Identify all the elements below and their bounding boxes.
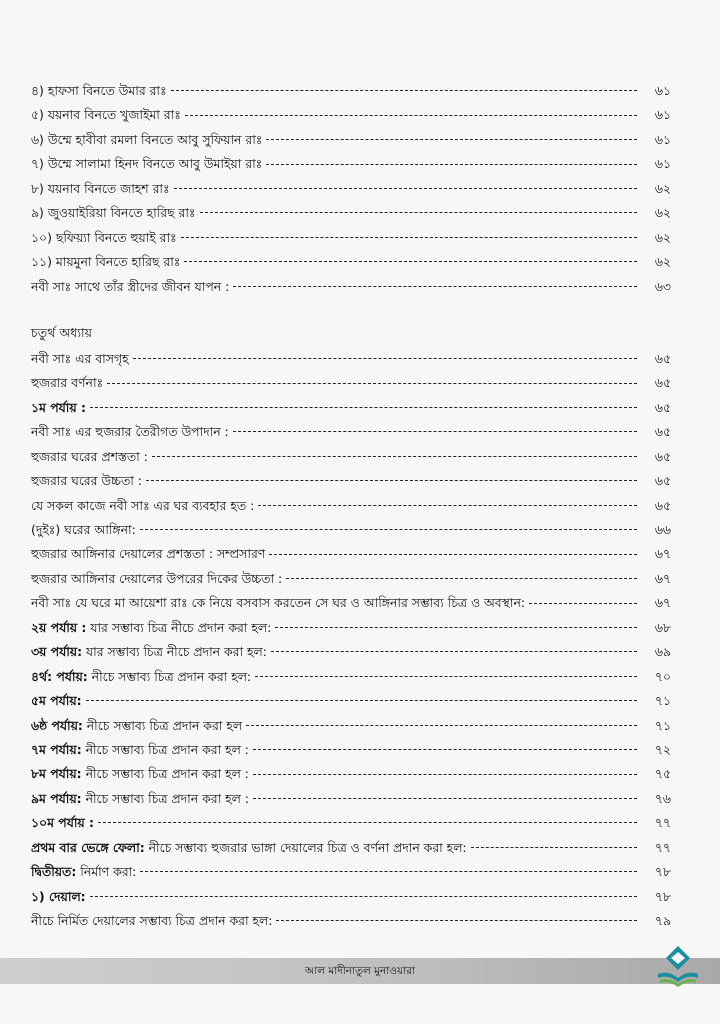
toc-page-number: ৬২ <box>654 205 671 221</box>
toc-entry-label: ৮ম পর্যায়: <box>31 766 82 782</box>
toc-entry-text: হুজরার ঘরের উচ্চতা : <box>31 473 142 489</box>
dotted-leader <box>246 725 637 727</box>
toc-entry-title <box>31 180 170 196</box>
toc-entry-label: ৪র্থ: পর্যায়: <box>31 668 88 684</box>
toc-entry <box>31 909 671 933</box>
toc-entry-text: নবী সাঃ যে ঘরে মা আয়েশা রাঃ কে নিয়ে বসবাস করতেন সে ঘর ও আঙ্গিনার সম্ভাব্য চিত্র ও অবস্থান: <box>31 595 526 611</box>
dotted-leader <box>133 358 637 360</box>
dotted-leader <box>253 798 637 800</box>
toc-page-number: ৬২ <box>654 254 671 270</box>
dotted-leader <box>140 871 637 873</box>
toc-entry-title <box>31 475 142 487</box>
toc-entry-title <box>31 817 94 829</box>
dotted-leader <box>98 822 637 824</box>
toc-entry-text: হুজরার আঙ্গিনার দেয়ালের প্রশস্ততা : সম্প্রসারণ <box>31 546 266 562</box>
toc-page-number: ৭৫ <box>654 766 671 782</box>
dotted-leader <box>152 456 637 458</box>
toc-entry <box>31 542 671 566</box>
toc-page-number: ৬২ <box>654 180 671 196</box>
toc-entry-title <box>31 597 525 609</box>
dotted-leader <box>184 261 637 263</box>
toc-entry-title <box>31 131 263 147</box>
toc-page-number: ৬৫ <box>654 399 671 415</box>
toc-entry-title <box>31 278 230 294</box>
toc-entry-title <box>31 619 272 635</box>
toc-entry-title <box>31 570 283 586</box>
toc-entry-title <box>31 915 272 927</box>
dotted-leader <box>471 847 637 849</box>
toc-entry-text: ১১) মায়মুনা বিনতে হারিছ রাঃ <box>31 254 181 270</box>
dotted-leader <box>146 480 637 482</box>
toc-entry-label: ১ম পর্যায় : <box>31 399 86 415</box>
toc-entry <box>31 445 671 469</box>
toc-entry <box>31 420 671 444</box>
toc-entry <box>31 640 671 664</box>
toc-entry-title <box>31 229 177 245</box>
toc-entry-title <box>31 866 136 878</box>
toc-entry-label: ১) দেয়াল: <box>31 888 86 904</box>
toc-page-number: ৬৮ <box>654 619 671 635</box>
toc-entry-text: যার সম্ভাব্য চিত্র নীচে প্রদান করা হল: <box>82 644 267 660</box>
toc-entry-text: নবী সাঃ এর বাসগৃহ <box>31 350 129 366</box>
toc-entry <box>31 226 671 250</box>
toc-entry-text: হুজরার বর্ণনাঃ <box>31 375 104 391</box>
toc-entry-text: হুজরার আঙ্গিনার দেয়ালের উপরের দিকের উচ্চতা : <box>31 570 283 586</box>
toc-list-bottom <box>31 347 671 934</box>
toc-entry <box>31 128 671 152</box>
toc-entry <box>31 714 671 738</box>
toc-page-number: ৭০ <box>654 668 671 684</box>
toc-entry-title <box>31 426 229 438</box>
toc-entry <box>31 518 671 542</box>
toc-entry <box>31 79 671 103</box>
toc-entry-title <box>31 158 262 170</box>
dotted-leader <box>140 529 637 531</box>
toc-entry-label: ৩য় পর্যায়: <box>31 644 83 660</box>
toc-entry-label: ৬ষ্ঠ পর্যায়: <box>31 717 83 733</box>
toc-entry-text: ৫) যয়নাব বিনতে খুজাইমা রাঃ <box>31 107 181 123</box>
toc-page-number: ৭৮ <box>654 888 671 904</box>
toc-page-number: ৭৮ <box>654 864 671 880</box>
toc-entry-label: দ্বিতীয়ত: <box>31 864 77 880</box>
toc-entry-title <box>31 717 243 733</box>
toc-page-number: ৬৭ <box>654 595 671 611</box>
dotted-leader <box>258 505 637 507</box>
toc-entry <box>31 860 671 884</box>
toc-entry <box>31 177 671 201</box>
toc-entry-text: নীচে সম্ভাব্য হুজরার ভাঙ্গা দেয়ালের চিত্র ও বর্ণনা প্রদান করা হল: <box>144 839 467 855</box>
toc-entry-title <box>31 790 249 806</box>
toc-page-number: ৬২ <box>654 229 671 245</box>
toc-entry-title <box>31 497 255 513</box>
toc-entry-title <box>31 888 86 904</box>
dotted-leader <box>233 286 637 288</box>
toc-entry <box>31 396 671 420</box>
toc-entry-title <box>31 256 180 268</box>
toc-page-number: ৬৬ <box>654 522 671 538</box>
toc-entry-text: নীচে সম্ভাব্য চিত্র প্রদান করা হল : <box>81 766 249 782</box>
dotted-leader <box>276 920 637 922</box>
toc-page-number: ৬১ <box>654 83 671 99</box>
toc-entry <box>31 738 671 762</box>
toc-entry-title <box>31 448 148 464</box>
toc-page-number: ৭১ <box>654 717 671 733</box>
toc-entry <box>31 371 671 395</box>
dotted-leader <box>107 383 637 385</box>
toc-entry-title <box>31 207 196 219</box>
toc-page-number: ৭৯ <box>654 913 671 929</box>
toc-entry <box>31 152 671 176</box>
toc-page-number: ৬৫ <box>654 497 671 513</box>
toc-entry <box>31 665 671 689</box>
toc-page-number: ৭২ <box>654 741 671 757</box>
dotted-leader <box>174 188 637 190</box>
dotted-leader <box>255 676 637 678</box>
toc-entry-title <box>31 350 129 366</box>
dotted-leader <box>271 651 637 653</box>
dotted-leader <box>529 603 637 605</box>
toc-entry-label: ৫ম পর্যায়: <box>31 693 82 709</box>
dotted-leader <box>233 431 637 433</box>
section-title: চতুর্থ অধ্যায় <box>31 324 93 340</box>
toc-entry-text: নবী সাঃ সাথে তাঁর স্ত্রীদের জীবন যাপন : <box>31 278 230 294</box>
toc-entry-text: ৪) হাফসা বিনতে উমার রাঃ <box>31 83 167 99</box>
toc-entry-title <box>31 668 252 684</box>
dotted-leader <box>181 237 637 239</box>
toc-page-number: ৭৬ <box>654 790 671 806</box>
toc-entry-text: (দুইঃ) ঘরের আঙ্গিনা: <box>31 522 136 538</box>
toc-page-number: ৬১ <box>654 131 671 147</box>
toc-page-number: ৭১ <box>654 693 671 709</box>
dotted-leader <box>90 896 637 898</box>
publisher-logo-icon <box>652 940 704 996</box>
toc-entry-text: নীচে সম্ভাব্য চিত্র প্রদান করা হল : <box>81 790 249 806</box>
toc-entry-text: ৬) উম্মে হাবীবা রমলা বিনতে আবু সুফিয়ান রাঃ <box>31 131 263 147</box>
dotted-leader <box>269 554 637 556</box>
toc-page-number: ৬৫ <box>654 448 671 464</box>
toc-list-top <box>31 79 671 299</box>
dotted-leader <box>171 90 637 92</box>
table-of-contents <box>31 79 671 933</box>
toc-page-number: ৬১ <box>654 107 671 123</box>
toc-entry-text: নবী সাঃ এর হুজরার তৈরীগত উপাদান : <box>31 424 229 440</box>
dotted-leader <box>200 212 637 214</box>
toc-entry <box>31 836 671 860</box>
toc-entry <box>31 787 671 811</box>
toc-entry-title <box>31 548 265 560</box>
toc-page-number: ৬৫ <box>654 473 671 489</box>
dotted-leader <box>253 749 637 751</box>
toc-entry <box>31 885 671 909</box>
toc-entry-label: ২য় পর্যায় : <box>31 619 87 635</box>
toc-page-number: ৭৭ <box>654 815 671 831</box>
toc-entry-title <box>31 695 82 707</box>
toc-page-number: ৬৫ <box>654 375 671 391</box>
toc-entry <box>31 469 671 493</box>
toc-entry <box>31 103 671 127</box>
toc-entry-label: ৭ম পর্যায়: <box>31 741 82 757</box>
toc-entry-title <box>31 399 86 415</box>
dotted-leader <box>253 774 637 776</box>
toc-page-number: ৭৭ <box>654 839 671 855</box>
toc-entry <box>31 250 671 274</box>
toc-entry-title <box>31 524 136 536</box>
dotted-leader <box>185 115 637 117</box>
toc-entry-text: ৯) জুওয়াইরিয়া বিনতে হারিছ রাঃ <box>31 205 196 221</box>
toc-page-number: ৬৭ <box>654 546 671 562</box>
toc-entry-title <box>31 839 467 855</box>
toc-entry <box>31 201 671 225</box>
toc-entry-title <box>31 768 249 780</box>
toc-page-number: ৬৯ <box>654 644 671 660</box>
toc-entry-label: প্রথম বার ভেঙ্গে ফেলা: <box>31 839 145 855</box>
toc-entry-text: হুজরার ঘরের প্রশস্ততা : <box>31 448 148 464</box>
toc-entry-title <box>31 741 249 757</box>
toc-entry <box>31 567 671 591</box>
toc-entry <box>31 811 671 835</box>
toc-page-number: ৬৫ <box>654 350 671 366</box>
toc-entry <box>31 347 671 371</box>
toc-entry-title <box>31 377 103 389</box>
toc-page-number: ৬৩ <box>654 278 671 294</box>
toc-entry <box>31 689 671 713</box>
dotted-leader <box>90 407 637 409</box>
footer-title: আল মাদীনাতুল মুনাওয়ারা <box>304 965 416 977</box>
toc-entry-text: নির্মাণ করা: <box>76 864 137 880</box>
toc-page-number: ৬৭ <box>654 570 671 586</box>
toc-entry-text: ১০) ছফিয়্যা বিনতে হুয়াই রাঃ <box>31 229 177 245</box>
toc-entry-label: ১০ম পর্যায় : <box>31 815 94 831</box>
dotted-leader <box>86 700 637 702</box>
dotted-leader <box>266 164 637 166</box>
toc-entry-title <box>31 109 181 121</box>
toc-page-number: ৬৫ <box>654 424 671 440</box>
toc-entry-text: নীচে নির্মিত দেয়ালের সম্ভাব্য চিত্র প্রদান করা হল: <box>31 913 273 929</box>
toc-entry <box>31 275 671 299</box>
toc-entry-text: যার সম্ভাব্য চিত্র নীচে প্রদান করা হল: <box>86 619 272 635</box>
toc-entry-title <box>31 85 167 97</box>
toc-entry <box>31 616 671 640</box>
toc-entry-text: নীচে সম্ভাব্য চিত্র প্রদান করা হল: <box>87 668 252 684</box>
dotted-leader <box>275 627 637 629</box>
dotted-leader <box>286 578 637 580</box>
toc-entry-text: ৮) যয়নাব বিনতে জাহশ রাঃ <box>31 180 170 196</box>
toc-entry <box>31 591 671 615</box>
toc-entry-text: নীচে সম্ভাব্য চিত্র প্রদান করা হল : <box>81 741 249 757</box>
dotted-leader <box>266 139 637 141</box>
toc-page-number: ৬১ <box>654 156 671 172</box>
toc-entry-label: ৯ম পর্যায়: <box>31 790 82 806</box>
toc-entry-title <box>31 646 267 658</box>
toc-entry <box>31 494 671 518</box>
toc-entry-text: যে সকল কাজে নবী সাঃ এর ঘর ব্যবহার হত : <box>31 497 255 513</box>
toc-entry-text: ৭) উম্মে সালামা হিনদ বিনতে আবু উমাইয়া রাঃ <box>31 156 263 172</box>
toc-entry <box>31 762 671 786</box>
toc-entry-text: নীচে সম্ভাব্য চিত্র প্রদান করা হল <box>82 717 243 733</box>
